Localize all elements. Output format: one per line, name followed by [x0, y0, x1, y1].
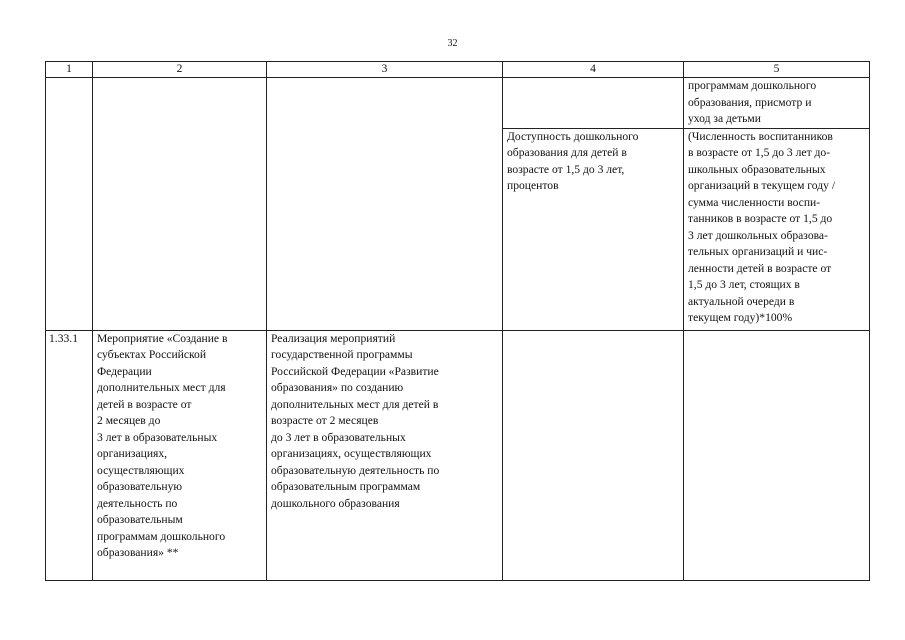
table-cell: Доступность дошкольного образования для детей в возрасте от 1,5 до 3 лет, процентов	[503, 128, 684, 330]
table-cell	[267, 78, 503, 331]
column-header-1: 1	[46, 62, 93, 78]
document-table	[45, 61, 870, 581]
column-header-2: 2	[93, 62, 267, 78]
header-row	[46, 62, 870, 78]
table-cell	[93, 78, 267, 331]
table-cell	[503, 330, 684, 580]
table-cell	[46, 78, 93, 331]
table-row	[46, 78, 870, 129]
column-header-3: 3	[267, 62, 503, 78]
column-header-5: 5	[684, 62, 870, 78]
table-row	[46, 330, 870, 580]
table-cell: Реализация мероприятий государственной программы Российской Федерации «Развитие образования» по созданию дополнительных мест для детей в возрасте от 2 месяцев до 3 лет в образовательных организациях, осуществляющих образовательную деятельность по образовательным программам дошкольного образования	[267, 330, 503, 580]
table-cell: программам дошкольного образования, присмотр и уход за детьми	[684, 78, 870, 129]
table-cell	[503, 78, 684, 129]
table-cell: (Численность воспитанников в возрасте от 1,5 до 3 лет до- школьных образовательных организаций в текущем году / сумма численности воспи- танников в возрасте от 1,5 до 3 лет дошкольных образова- тельных организаций и чис- ленности детей в возрасте от 1,5 до 3 лет, стоящих в актуальной очереди в текущем году)*100%	[684, 128, 870, 330]
table-cell	[684, 330, 870, 580]
page-number: 32	[447, 38, 458, 49]
column-header-4: 4	[503, 62, 684, 78]
table-cell: Мероприятие «Создание в субъектах Российской Федерации дополнительных мест для детей в возрасте от 2 месяцев до 3 лет в образовательных организациях, осуществляющих образовательную деятельность по образовательным программам дошкольного образования» **	[93, 330, 267, 580]
table-cell: 1.33.1	[46, 330, 93, 580]
